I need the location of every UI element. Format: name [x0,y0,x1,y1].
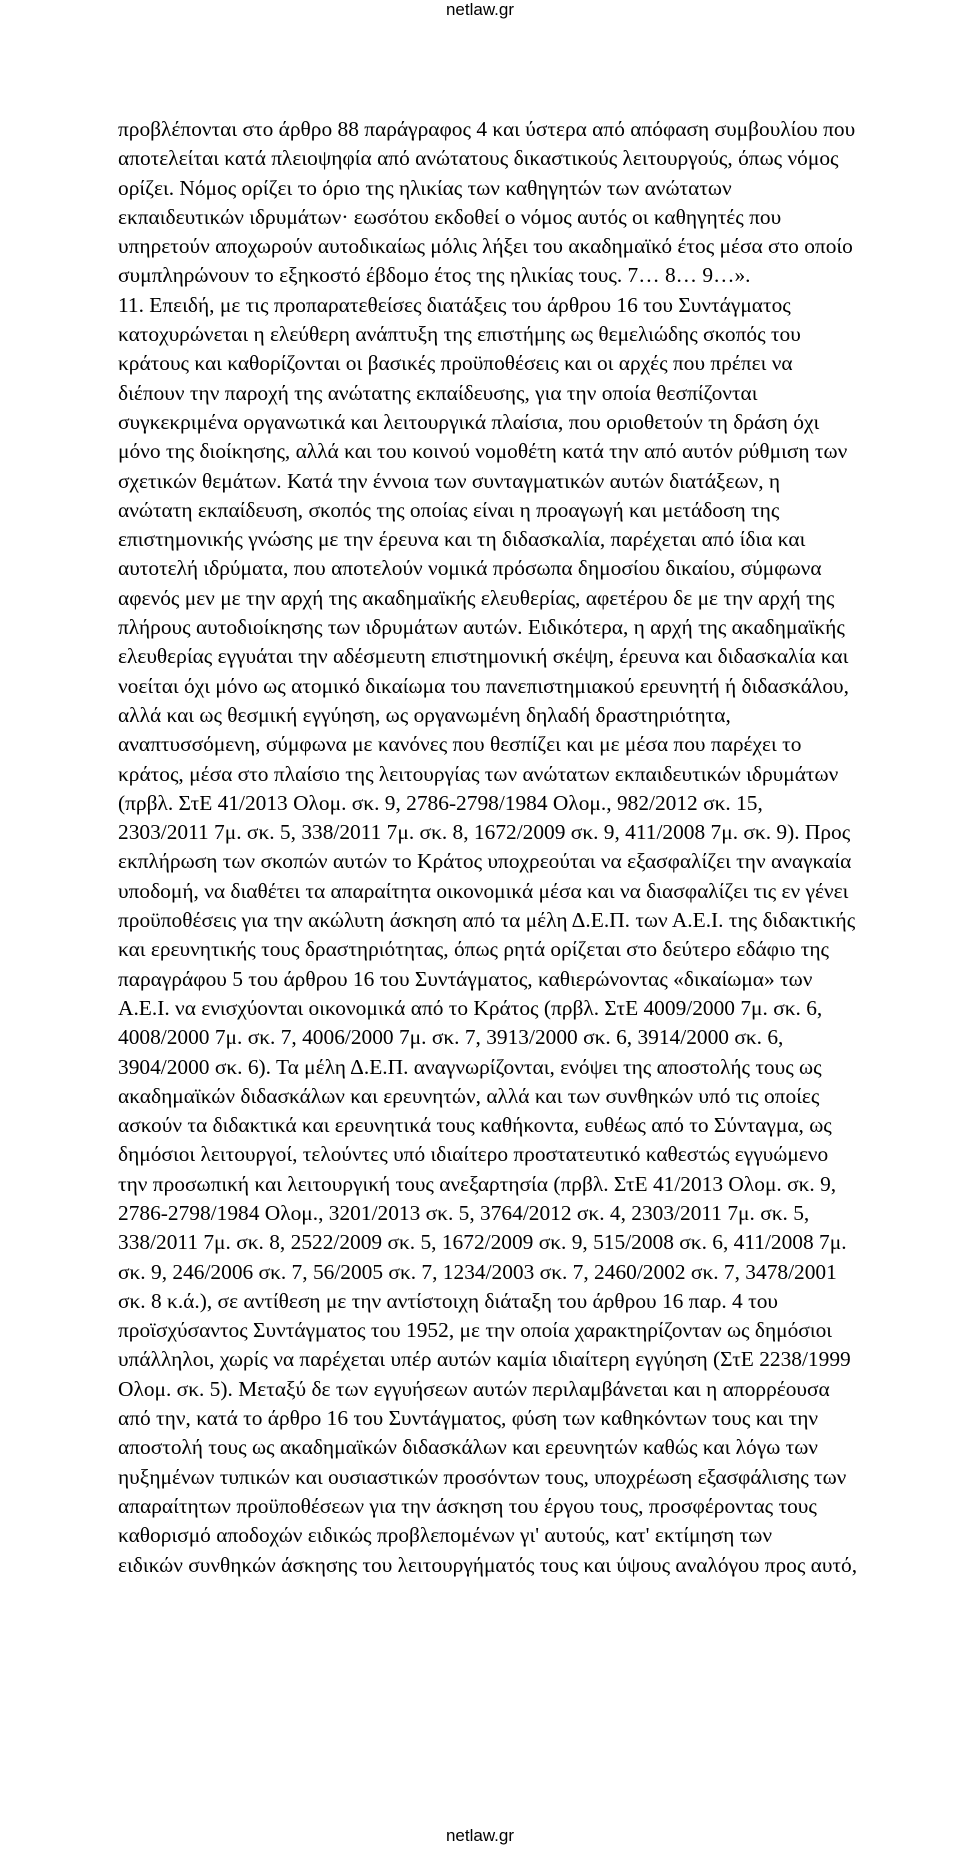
text-line: καθορισμό αποδοχών ειδικώς προβλεπομένων γι' αυτούς, κατ' εκτίμηση των [118,1523,773,1548]
text-line: δημόσιοι λειτουργοί, τελούντες υπό ιδιαίτερο προστατευτικό καθεστώς εγγυώμενο [118,1142,829,1167]
text-line: Ολομ. σκ. 5). Μεταξύ δε των εγγυήσεων αυτών περιλαμβάνεται και η απορρέουσα [118,1376,830,1401]
text-line: 2303/2011 7μ. σκ. 5, 338/2011 7μ. σκ. 8, 1672/2009 σκ. 9, 411/2008 7μ. σκ. 9). Προς [118,820,851,845]
text-line: προβλέπονται στο άρθρο 88 παράγραφος 4 και ύστερα από απόφαση συμβουλίου που [118,117,856,141]
text-line: 2786-2798/1984 Ολομ., 3201/2013 σκ. 5, 3764/2012 σκ. 4, 2303/2011 7μ. σκ. 5, [118,1200,810,1225]
text-line: την προσωπική και λειτουργική τους ανεξαρτησία (πρβλ. ΣτΕ 41/2013 Ολομ. σκ. 9, [118,1171,837,1196]
text-line: αναπτυσσόμενη, σύμφωνα με κανόνες που θεσπίζει και με μέσα που παρέχει το [118,732,802,757]
text-line: 11. Επειδή, με τις προπαρατεθείσες διατάξεις του άρθρου 16 του Συντάγματος [118,292,791,317]
text-line: προϊσχύσαντος Συντάγματος του 1952, με την οποία χαρακτηρίζονταν ως δημόσιοι [118,1318,833,1343]
text-line: ασκούν τα διδακτικά και ερευνητικά τους καθήκοντα, ευθέως από το Σύνταγμα, ως [118,1113,832,1138]
text-line: και ερευνητικής τους δραστηριότητας, όπως ρητά ορίζεται στο δεύτερο εδάφιο της [118,937,830,962]
text-line: 338/2011 7μ. σκ. 8, 2522/2009 σκ. 5, 1672/2009 σκ. 9, 515/2008 σκ. 6, 411/2008 7μ. [118,1230,847,1255]
text-line: σχετικών θεμάτων. Κατά την έννοια των συνταγματικών αυτών διατάξεων, η [118,468,781,493]
text-line: κράτους και καθορίζονται οι βασικές προϋποθέσεις και οι αρχές που πρέπει να [118,351,793,376]
text-line: απαραίτητων προϋποθέσεων για την άσκηση του έργου τους, προσφέροντας τους [118,1493,817,1518]
text-line: υπάλληλοι, χωρίς να παρέχεται υπέρ αυτών καμία ιδιαίτερη εγγύηση (ΣτΕ 2238/1999 [118,1347,851,1372]
paragraph-p-continuation [118,115,954,291]
text-line: κατοχυρώνεται η ελεύθερη ανάπτυξη της επιστήμης ως θεμελιώδης σκοπός του [118,322,801,347]
text-line: υποδομή, να διαθέτει τα απαραίτητα οικονομικά μέσα και να διασφαλίζει τις εν γένει [118,878,849,903]
text-line: ανώτατη εκπαίδευση, σκοπός της οποίας είναι η προαγωγή και μετάδοση της [118,497,780,522]
text-line: εκπλήρωση των σκοπών αυτών το Κράτος υποχρεούται να εξασφαλίζει την αναγκαία [118,849,852,874]
text-line: ακαδημαϊκών διδασκάλων και ερευνητών, αλλά και των συνθηκών υπό τις οποίες [118,1083,820,1108]
text-line: από την, κατά το άρθρο 16 του Συντάγματος, φύση των καθηκόντων τους και την [118,1406,819,1431]
text-line: σκ. 9, 246/2006 σκ. 7, 56/2005 σκ. 7, 1234/2003 σκ. 7, 2460/2002 σκ. 7, 3478/2001 [118,1259,837,1284]
text-line: αλλά και ως θεσμική εγγύηση, ως οργανωμένη δηλαδή δραστηριότητα, [118,702,731,727]
site-header: netlaw.gr [445,0,515,19]
text-line: σκ. 8 κ.ά.), σε αντίθεση με την αντίστοιχη διάταξη του άρθρου 16 παρ. 4 του [118,1288,778,1313]
text-line: αυτοτελή ιδρύματα, που αποτελούν νομικά πρόσωπα δημοσίου δικαίου, σύμφωνα [118,556,822,581]
text-line: παραγράφου 5 του άρθρου 16 του Συντάγματος, καθιερώνοντας «δικαίωμα» των [118,966,813,991]
text-line: εκπαιδευτικών ιδρυμάτων· εωσότου εκδοθεί ο νόμος αυτός οι καθηγητές που [118,204,782,229]
text-line: αποστολή τους ως ακαδημαϊκών διδασκάλων και ερευνητών καθώς και λόγω των [118,1435,818,1460]
text-line: πλήρους αυτοδιοίκησης των ιδρυμάτων αυτών. Ειδικότερα, η αρχή της ακαδημαϊκής [118,615,845,640]
text-line: κράτος, μέσα στο πλαίσιο της λειτουργίας των ανώτατων εκπαιδευτικών ιδρυμάτων [118,761,839,786]
text-line: αφενός μεν με την αρχή της ακαδημαϊκής ελευθερίας, αφετέρου δε με την αρχή της [118,585,835,610]
text-line: μόνο της διοίκησης, αλλά και του κοινού νομοθέτη κατά την από αυτόν ρύθμιση των [118,439,848,464]
text-line: 3904/2000 σκ. 6). Τα μέλη Δ.Ε.Π. αναγνωρίζονται, ενόψει της αποστολής τους ως [118,1054,822,1079]
text-line: ελευθερίας εγγυάται την αδέσμευτη επιστημονική σκέψη, έρευνα και διδασκαλία και [118,644,849,669]
text-line: ειδικών συνθηκών άσκησης του λειτουργήματός τους και ύψους αναλόγου προς αυτό, [118,1552,858,1577]
text-line: ορίζει. Νόμος ορίζει το όριο της ηλικίας των καθηγητών των ανώτατων [118,175,732,200]
text-line: συγκεκριμένα οργανωτικά και λειτουργικά πλαίσια, που οριοθετούν τη δράση όχι [118,409,820,434]
text-line: αποτελείται κατά πλειοψηφία από ανώτατους δικαστικούς λειτουργούς, όπως νόμος [118,146,839,171]
text-line: προϋποθέσεις για την ακώλυτη άσκηση από τα μέλη Δ.Ε.Π. των Α.Ε.Ι. της διδακτικής [118,908,856,933]
text-line: Α.Ε.Ι. να ενισχύονται οικονομικά από το Κράτος (πρβλ. ΣτΕ 4009/2000 7μ. σκ. 6, [118,995,823,1020]
text-line: 4008/2000 7μ. σκ. 7, 4006/2000 7μ. σκ. 7, 3913/2000 σκ. 6, 3914/2000 σκ. 6, [118,1025,784,1050]
paragraph-p-11 [118,291,954,1580]
document-body [118,115,954,1580]
text-line: υπηρετούν αποχωρούν αυτοδικαίως μόλις λήξει του ακαδημαϊκό έτος μέσα στο οποίο [118,234,853,259]
text-line: διέπουν την παροχή της ανώτατης εκπαίδευσης, για την οποία θεσπίζονται [118,380,758,405]
text-line: ηυξημένων τυπικών και ουσιαστικών προσόντων τους, υποχρέωση εξασφάλισης των [118,1464,847,1489]
text-line: (πρβλ. ΣτΕ 41/2013 Ολομ. σκ. 9, 2786-2798/1984 Ολομ., 982/2012 σκ. 15, [118,790,763,815]
site-footer: netlaw.gr [445,1826,515,1845]
text-line: επιστημονικής γνώσης με την έρευνα και τη διδασκαλία, παρέχεται από ίδια και [118,527,806,552]
text-line: νοείται όχι μόνο ως ατομικό δικαίωμα του πανεπιστημιακού ερευνητή ή διδασκάλου, [118,673,849,698]
text-line: συμπληρώνουν το εξηκοστό έβδομο έτος της ηλικίας τους. 7… 8… 9…». [118,263,751,288]
